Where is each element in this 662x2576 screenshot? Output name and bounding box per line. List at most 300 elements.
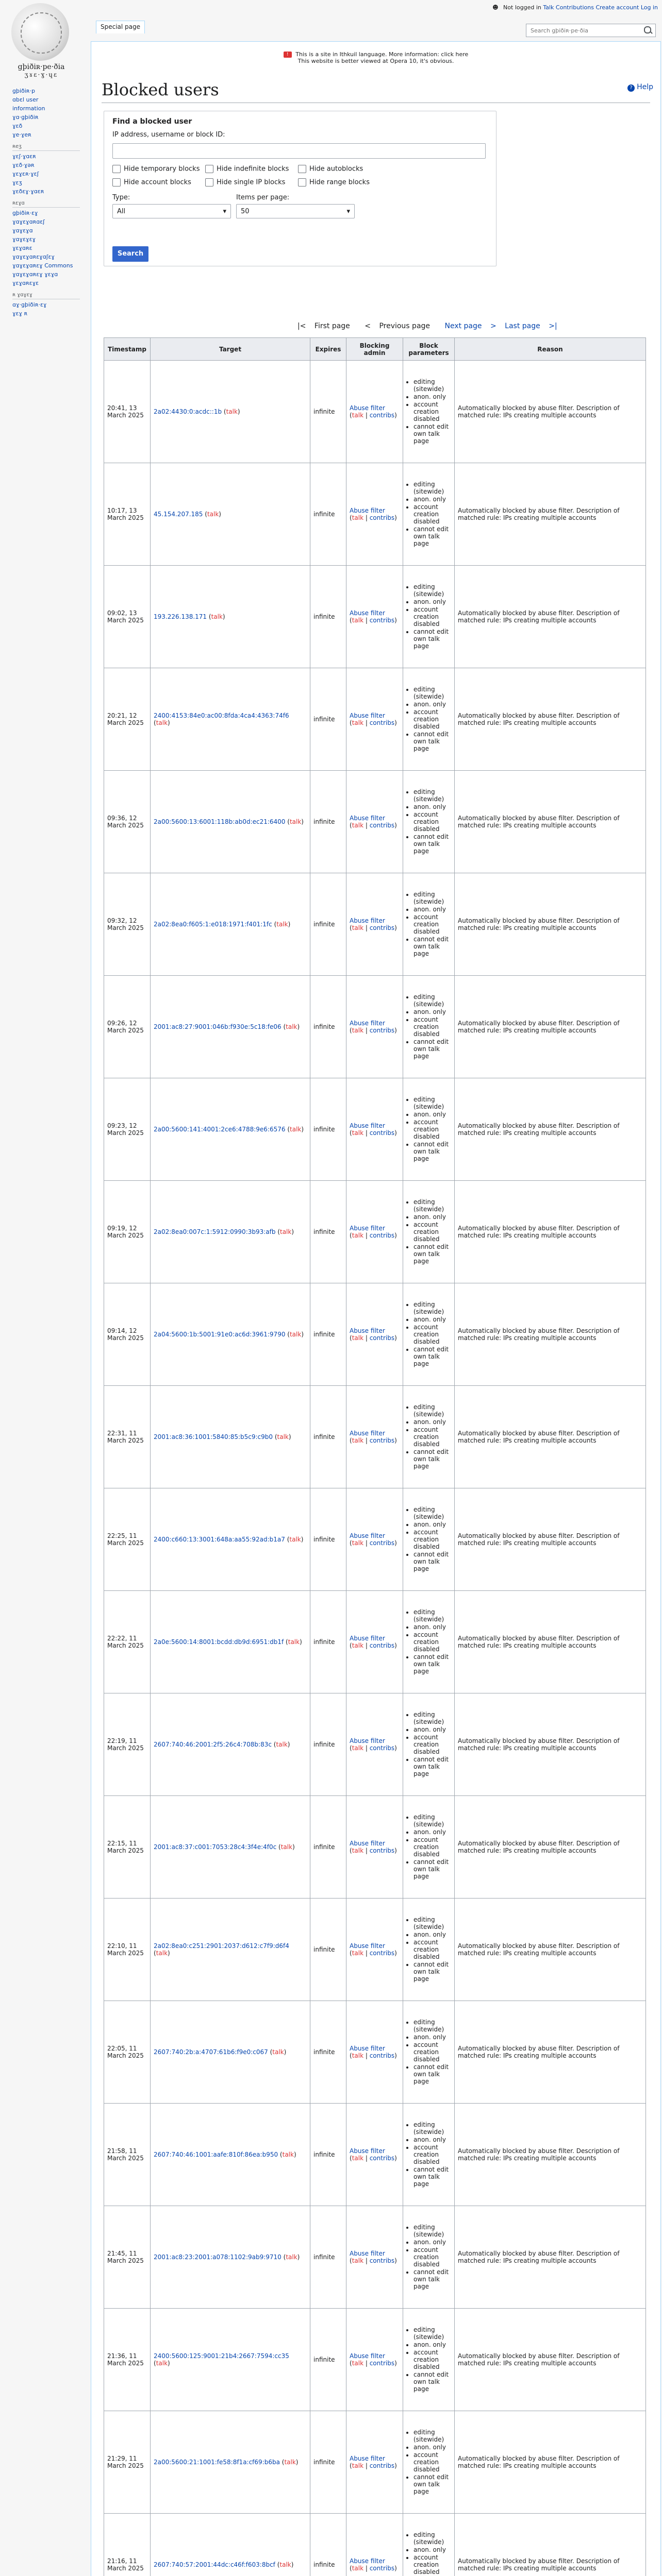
admin-link[interactable]: Abuse filter [350, 1942, 385, 1950]
target-talk-link[interactable]: talk [276, 921, 288, 928]
timestamp: 22:25, 11 March 2025 [107, 1532, 144, 1547]
sidebar-tools-heading: ʀeʒ [12, 144, 80, 151]
expires-cell [310, 1078, 346, 1181]
reason-cell [455, 361, 646, 463]
target-talk-link[interactable]: talk [156, 719, 168, 726]
admin-link[interactable]: Abuse filter [350, 2250, 385, 2257]
params-cell [403, 2206, 455, 2309]
param-item: • editing (sitewide) [413, 1506, 451, 1520]
reason-text: Automatically blocked by abuse filter. Description of matched rule: IPs creating multiple accounts [458, 1737, 620, 1752]
reason-text: Automatically blocked by abuse filter. Description of matched rule: IPs creating multiple accounts [458, 815, 620, 829]
timestamp: 22:10, 11 March 2025 [107, 1942, 144, 1957]
timestamp: 09:02, 13 March 2025 [107, 609, 144, 624]
hide-account-checkbox[interactable] [112, 178, 191, 187]
col-blocking-admin: Blocking admin [346, 338, 403, 361]
params-cell [403, 1899, 455, 2001]
col-target[interactable]: Target [151, 338, 310, 361]
col-timestamp[interactable]: Timestamp [104, 338, 151, 361]
sidebar-navigation [0, 88, 85, 139]
admin-contribs-link[interactable]: contribs [369, 1027, 395, 1034]
col-reason: Reason [455, 338, 646, 361]
expires-value: infinite [313, 1946, 335, 1953]
target-link[interactable]: 2a02:4430:0:acdc::1b [154, 408, 222, 415]
param-item: • cannot edit own talk page [413, 1961, 451, 1982]
reason-text: Automatically blocked by abuse filter. Description of matched rule: IPs creating multiple accounts [458, 2352, 620, 2367]
params-cell [403, 771, 455, 873]
chevron-down-icon: ▾ [223, 208, 226, 215]
param-item: • account creation disabled [413, 1939, 451, 1960]
help-link[interactable] [627, 83, 653, 92]
admin-talk-link[interactable]: talk [352, 719, 364, 726]
notice-flag-icon: ! [284, 52, 292, 58]
admin-contribs-link[interactable]: contribs [369, 1847, 395, 1854]
admin-cell: Abuse filter (talk | contribs) [346, 1899, 403, 2001]
col-expires[interactable]: Expires [310, 338, 346, 361]
sidebar-language-0[interactable]: ɑɣ·gþiðiʀ·ɛɣ [12, 301, 47, 308]
target-link[interactable]: 2607:740:46:1001:aafe:810f:86ea:b950 [154, 2151, 278, 2158]
admin-link[interactable]: Abuse filter [350, 1532, 385, 1539]
sidebar-project-6[interactable]: ɣɑɣɛɣɑʀɛɣ Commons [12, 262, 73, 269]
admin-contribs-link[interactable]: contribs [369, 1539, 395, 1547]
table-row [104, 2001, 646, 2104]
target-talk-link[interactable]: talk [290, 1126, 302, 1133]
admin-contribs-link[interactable]: contribs [369, 1642, 395, 1649]
expires-cell [310, 2309, 346, 2411]
first-page-icon: |< [297, 322, 306, 330]
admin-contribs-link[interactable]: contribs [369, 1129, 395, 1137]
target-link[interactable]: 193.226.138.171 [154, 613, 207, 620]
admin-cell: Abuse filter (talk | contribs) [346, 1181, 403, 1283]
admin-contribs-link[interactable]: contribs [369, 924, 395, 931]
admin-talk-link[interactable]: talk [352, 2155, 364, 2162]
admin-talk-link[interactable]: talk [352, 1232, 364, 1239]
param-item: • account creation disabled [413, 1734, 451, 1755]
checkbox-label: Hide temporary blocks [124, 165, 200, 173]
search-button[interactable]: Search [112, 246, 148, 262]
param-item: • account creation disabled [413, 503, 451, 525]
expires-cell [310, 463, 346, 566]
target-cell: 2001:ac8:27:9001:046b:f930e:5c18:fe06 (talk) [151, 976, 310, 1078]
admin-link[interactable]: Abuse filter [350, 609, 385, 617]
param-item: • anon. only [413, 2033, 451, 2041]
timestamp-cell [104, 1488, 151, 1591]
hide-autoblocks-checkbox[interactable] [298, 165, 363, 173]
param-item: • account creation disabled [413, 708, 451, 730]
param-item: • account creation disabled [413, 913, 451, 935]
site-logo[interactable] [4, 3, 78, 79]
checkbox-box[interactable] [205, 178, 213, 187]
timestamp: 09:26, 12 March 2025 [107, 1020, 144, 1034]
sidebar-language-1[interactable]: ɣɛɣ ʀ [12, 310, 28, 317]
reason-cell [455, 2206, 646, 2309]
target-link[interactable]: 2a00:5600:141:4001:2ce6:4788:9e6:6576 [154, 1126, 286, 1133]
target-talk-link[interactable]: talk [284, 2459, 296, 2466]
admin-link[interactable]: Abuse filter [350, 1635, 385, 1642]
admin-contribs-link[interactable]: contribs [369, 1950, 395, 1957]
sidebar-item-5[interactable]: ɣe·ɣeʀ [12, 131, 31, 138]
table-row [104, 1488, 646, 1591]
admin-contribs-link[interactable]: contribs [369, 822, 395, 829]
param-item: • anon. only [413, 393, 451, 400]
timestamp: 21:36, 11 March 2025 [107, 2352, 144, 2367]
admin-talk-link[interactable]: talk [352, 412, 364, 419]
first-page-label: First page [314, 322, 350, 330]
timestamp: 10:17, 13 March 2025 [107, 507, 144, 521]
admin-contribs-link[interactable]: contribs [369, 514, 395, 521]
admin-contribs-link[interactable]: contribs [369, 2565, 395, 2572]
admin-contribs-link[interactable]: contribs [369, 1437, 395, 1444]
expires-value: infinite [313, 2356, 335, 2363]
sidebar-project-4[interactable]: ɣɛɣɑʀɛ [12, 245, 32, 251]
param-item: • editing (sitewide) [413, 481, 451, 495]
params-cell [403, 2001, 455, 2104]
timestamp-cell [104, 771, 151, 873]
expires-cell [310, 1386, 346, 1488]
target-talk-link[interactable]: talk [289, 1536, 301, 1543]
sidebar-tool-0[interactable]: ɣɛʃ·ɣɑɛʀ [12, 153, 36, 160]
target-link[interactable]: 2607:740:46:2001:2f5:26c4:708b:83c [154, 1741, 272, 1748]
params-cell [403, 2411, 455, 2514]
checkbox-box[interactable] [112, 178, 121, 187]
param-item: • account creation disabled [413, 2246, 451, 2268]
admin-talk-link[interactable]: talk [352, 1027, 364, 1034]
params-cell [403, 1078, 455, 1181]
admin-talk-link[interactable]: talk [352, 1744, 364, 1752]
target-talk-link[interactable]: talk [279, 2561, 291, 2568]
checkbox-box[interactable] [298, 165, 306, 173]
param-item: • account creation disabled [413, 1221, 451, 1243]
target-talk-link[interactable]: talk [272, 2048, 284, 2056]
expires-value: infinite [313, 2561, 335, 2568]
previous-page-label: Previous page [379, 322, 431, 330]
target-link[interactable]: 2a02:8ea0:c251:2901:2037:d612:c7f9:d6f4 [154, 1942, 289, 1950]
admin-link[interactable]: Abuse filter [350, 2147, 385, 2155]
target-talk-link[interactable]: talk [207, 511, 219, 518]
admin-cell: Abuse filter (talk | contribs) [346, 1488, 403, 1591]
table-row [104, 566, 646, 668]
admin-talk-link[interactable]: talk [352, 2052, 364, 2059]
admin-contribs-link[interactable]: contribs [369, 412, 395, 419]
admin-contribs-link[interactable]: contribs [369, 2155, 395, 2162]
timestamp: 09:36, 12 March 2025 [107, 815, 144, 829]
params-cell [403, 976, 455, 1078]
table-row [104, 1591, 646, 1693]
table-row [104, 1181, 646, 1283]
page-title: Blocked users [102, 80, 219, 99]
sidebar-item-4[interactable]: ɣɛð [12, 123, 23, 129]
params-cell [403, 463, 455, 566]
param-item: • cannot edit own talk page [413, 2371, 451, 2393]
admin-link[interactable]: Abuse filter [350, 815, 385, 822]
sidebar-tool-2[interactable]: ɣɛɣɛʀ·ɣɛʃ [12, 171, 39, 177]
param-item: • account creation disabled [413, 1324, 451, 1345]
tab-special-page[interactable]: Special page [96, 21, 145, 33]
target-talk-link[interactable]: talk [282, 2151, 294, 2158]
target-link[interactable]: 2a00:5600:21:1001:fe58:8f1a:cf69:b6ba [154, 2459, 280, 2466]
timestamp-cell [104, 1386, 151, 1488]
target-link[interactable]: 2001:ac8:23:2001:a078:1102:9ab9:9710 [154, 2253, 282, 2261]
target-talk-link[interactable]: talk [156, 1950, 168, 1957]
target-talk-link[interactable]: talk [280, 1843, 293, 1851]
param-item: • editing (sitewide) [413, 378, 451, 393]
reason-cell [455, 1693, 646, 1796]
timestamp: 22:31, 11 March 2025 [107, 1430, 144, 1444]
sidebar-projects [0, 200, 85, 287]
last-page-label: Last page [505, 322, 540, 330]
expires-cell [310, 1283, 346, 1386]
sidebar-project-8[interactable]: ɣɛɣɑʀɛɣɛ [12, 280, 39, 286]
target-link[interactable]: 2001:ac8:37:c001:7053:28c4:3f4e:4f0c [154, 1843, 277, 1851]
admin-talk-link[interactable]: talk [352, 514, 364, 521]
login-link[interactable]: Log in [640, 4, 658, 11]
table-header-row [104, 338, 646, 361]
expires-cell [310, 2514, 346, 2576]
admin-talk-link[interactable]: talk [352, 2565, 364, 2572]
next-page-icon: > [490, 322, 496, 330]
expires-value: infinite [313, 1126, 335, 1133]
admin-link[interactable]: Abuse filter [350, 1840, 385, 1847]
timestamp: 22:19, 11 March 2025 [107, 1737, 144, 1752]
admin-talk-link[interactable]: talk [352, 924, 364, 931]
target-talk-link[interactable]: talk [280, 1228, 292, 1235]
target-talk-link[interactable]: talk [289, 1331, 302, 1338]
sidebar-project-2[interactable]: ɣɑɣɛɣɑ [12, 227, 33, 234]
site-notice-text: This is a site in Ithkuil language. More information: click here [295, 51, 469, 58]
params-cell [403, 361, 455, 463]
limit-select[interactable] [236, 204, 355, 218]
reason-text: Automatically blocked by abuse filter. Description of matched rule: IPs creating multiple accounts [458, 1430, 620, 1444]
admin-talk-link[interactable]: talk [352, 2257, 364, 2264]
form-legend: Find a blocked user [112, 117, 192, 126]
first-page-link[interactable] [297, 322, 356, 330]
admin-contribs-link[interactable]: contribs [369, 1334, 395, 1342]
admin-talk-link[interactable]: talk [352, 2360, 364, 2367]
target-cell: 2a0e:5600:14:8001:bcdd:db9d:6951:db1f (talk) [151, 1591, 310, 1693]
timestamp-cell [104, 976, 151, 1078]
admin-contribs-link[interactable]: contribs [369, 2052, 395, 2059]
admin-contribs-link[interactable]: contribs [369, 2257, 395, 2264]
target-link[interactable]: 45.154.207.185 [154, 511, 203, 518]
admin-contribs-link[interactable]: contribs [369, 617, 395, 624]
admin-talk-link[interactable]: talk [352, 1129, 364, 1137]
checkbox-box[interactable] [205, 165, 213, 173]
params-cell [403, 2309, 455, 2411]
target-link[interactable]: 2607:740:57:2001:44dc:c46f:f603:8bcf [154, 2561, 275, 2568]
type-select[interactable] [112, 204, 231, 218]
reason-cell [455, 1899, 646, 2001]
user-icon: ☻ [492, 4, 499, 11]
sidebar-project-0[interactable]: gþiðiʀ·ɛɣ [12, 210, 38, 216]
target-talk-link[interactable]: talk [226, 408, 238, 415]
create-account-link[interactable]: Create account [595, 4, 639, 11]
params-cell [403, 2514, 455, 2576]
previous-page-link[interactable] [365, 322, 436, 330]
reason-text: Automatically blocked by abuse filter. Description of matched rule: IPs creating multiple accounts [458, 1225, 620, 1239]
admin-link[interactable]: Abuse filter [350, 1225, 385, 1232]
target-cell: 2a00:5600:13:6001:118b:ab0d:ec21:6400 (talk) [151, 771, 310, 873]
checkbox-label: Hide range blocks [309, 178, 370, 187]
param-item: • editing (sitewide) [413, 1096, 451, 1110]
reason-text: Automatically blocked by abuse filter. Description of matched rule: IPs creating multiple accounts [458, 507, 620, 521]
sidebar-item-2[interactable]: information [12, 105, 45, 112]
target-talk-link[interactable]: talk [286, 1023, 297, 1030]
table-row [104, 2514, 646, 2576]
admin-talk-link[interactable]: talk [352, 2462, 364, 2469]
target-cell: 2400:c660:13:3001:648a:aa55:92ad:b1a7 (talk) [151, 1488, 310, 1591]
expires-cell [310, 1693, 346, 1796]
reason-text: Automatically blocked by abuse filter. Description of matched rule: IPs creating multiple accounts [458, 2147, 620, 2162]
admin-cell: Abuse filter (talk | contribs) [346, 1078, 403, 1181]
reason-text: Automatically blocked by abuse filter. Description of matched rule: IPs creating multiple accounts [458, 609, 620, 624]
admin-talk-link[interactable]: talk [352, 1642, 364, 1649]
admin-cell: Abuse filter (talk | contribs) [346, 566, 403, 668]
admin-link[interactable]: Abuse filter [350, 2045, 385, 2052]
param-item: • account creation disabled [413, 1529, 451, 1550]
hide-range-checkbox[interactable] [298, 178, 370, 187]
admin-cell: Abuse filter (talk | contribs) [346, 463, 403, 566]
sidebar [0, 88, 85, 323]
sidebar-project-5[interactable]: ɣɑɣɛɣɑʀɛɣɑʃɛɣ [12, 253, 55, 260]
admin-talk-link[interactable]: talk [352, 1334, 364, 1342]
admin-contribs-link[interactable]: contribs [369, 2360, 395, 2367]
admin-link[interactable]: Abuse filter [350, 2352, 385, 2360]
target-link[interactable]: 2a00:5600:13:6001:118b:ab0d:ec21:6400 [154, 818, 286, 825]
reason-cell [455, 2309, 646, 2411]
admin-contribs-link[interactable]: contribs [369, 1744, 395, 1752]
expires-value: infinite [313, 921, 335, 928]
admin-link[interactable]: Abuse filter [350, 1327, 385, 1334]
target-link[interactable]: 2a0e:5600:14:8001:bcdd:db9d:6951:db1f [154, 1638, 284, 1646]
search-input[interactable] [529, 24, 640, 37]
target-label: IP address, username or block ID: [112, 131, 225, 139]
next-page-label: Next page [444, 322, 482, 330]
target-talk-link[interactable]: talk [276, 1741, 288, 1748]
hide-single-ip-checkbox[interactable] [205, 178, 285, 187]
admin-contribs-link[interactable]: contribs [369, 2462, 395, 2469]
target-talk-link[interactable]: talk [286, 2253, 297, 2261]
admin-link[interactable]: Abuse filter [350, 1737, 385, 1744]
param-item: • anon. only [413, 1931, 451, 1938]
timestamp: 20:41, 13 March 2025 [107, 404, 144, 419]
admin-talk-link[interactable]: talk [352, 1950, 364, 1957]
target-link[interactable]: 2607:740:2b:a:4707:61b6:f9e0:c067 [154, 2048, 268, 2056]
param-item: • anon. only [413, 2444, 451, 2451]
admin-talk-link[interactable]: talk [352, 1847, 364, 1854]
target-talk-link[interactable]: talk [156, 2360, 168, 2367]
search-icon[interactable] [644, 26, 651, 33]
reason-cell [455, 1078, 646, 1181]
checkbox-box[interactable] [112, 165, 121, 173]
admin-link[interactable]: Abuse filter [350, 2455, 385, 2462]
expires-value: infinite [313, 1536, 335, 1543]
hide-indefinite-checkbox[interactable] [205, 165, 289, 173]
sidebar-item-0[interactable]: gþiðiʀ·p [12, 88, 35, 94]
expires-cell [310, 1796, 346, 1899]
type-select-value: All [117, 208, 126, 215]
timestamp-cell [104, 1283, 151, 1386]
contributions-link[interactable]: Contributions [555, 4, 594, 11]
target-link[interactable]: 2400:5600:125:9001:21b4:2667:7594:cc35 [154, 2352, 289, 2360]
param-item: • account creation disabled [413, 2349, 451, 2370]
admin-contribs-link[interactable]: contribs [369, 1232, 395, 1239]
next-page-link[interactable] [444, 322, 502, 330]
table-row [104, 1283, 646, 1386]
admin-link[interactable]: Abuse filter [350, 1020, 385, 1027]
param-item: • anon. only [413, 1418, 451, 1426]
admin-cell: Abuse filter (talk | contribs) [346, 1386, 403, 1488]
param-item: • cannot edit own talk page [413, 2166, 451, 2188]
target-link[interactable]: 2a02:8ea0:f605:1:e018:1971:f401:1fc [154, 921, 272, 928]
reason-text: Automatically blocked by abuse filter. Description of matched rule: IPs creating multiple accounts [458, 1532, 620, 1547]
reason-text: Automatically blocked by abuse filter. Description of matched rule: IPs creating multiple accounts [458, 1122, 620, 1137]
target-cell: 2a02:8ea0:c251:2901:2037:d612:c7f9:d6f4 (talk) [151, 1899, 310, 2001]
admin-link[interactable]: Abuse filter [350, 917, 385, 924]
admin-link[interactable]: Abuse filter [350, 404, 385, 412]
admin-link[interactable]: Abuse filter [350, 1430, 385, 1437]
last-page-link[interactable] [505, 322, 563, 330]
admin-talk-link[interactable]: talk [352, 822, 364, 829]
admin-link[interactable]: Abuse filter [350, 712, 385, 719]
timestamp-cell [104, 1591, 151, 1693]
target-link[interactable]: 2001:ac8:36:1001:5840:85:b5c9:c9b0 [154, 1433, 273, 1440]
target-link[interactable]: 2400:4153:84e0:ac00:8fda:4ca4:4363:74f6 [154, 712, 289, 719]
reason-text: Automatically blocked by abuse filter. Description of matched rule: IPs creating multiple accounts [458, 1020, 620, 1034]
admin-contribs-link[interactable]: contribs [369, 719, 395, 726]
target-link[interactable]: 2001:ac8:27:9001:046b:f930e:5c18:fe06 [154, 1023, 282, 1030]
param-item: • editing (sitewide) [413, 2531, 451, 2546]
sidebar-project-7[interactable]: ɣɑɣɛɣɑʀɛɣ ɣɛɣɑ [12, 271, 58, 278]
expires-value: infinite [313, 1638, 335, 1646]
talk-link[interactable]: Talk [543, 4, 554, 11]
target-link[interactable]: 2a02:8ea0:007c:1:5912:0990:3b93:afb [154, 1228, 276, 1235]
param-item: • anon. only [413, 906, 451, 913]
admin-talk-link[interactable]: talk [352, 617, 364, 624]
admin-talk-link[interactable]: talk [352, 1539, 364, 1547]
sidebar-item-1[interactable]: ɑbɛl user [12, 96, 39, 103]
sidebar-project-3[interactable]: ɣɑɣɛɣɛɣ [12, 236, 36, 243]
target-talk-link[interactable]: talk [277, 1433, 289, 1440]
param-item: • account creation disabled [413, 606, 451, 628]
last-page-icon: >| [549, 322, 557, 330]
target-talk-link[interactable]: talk [211, 613, 223, 620]
hide-temporary-checkbox[interactable] [112, 165, 200, 173]
checkbox-box[interactable] [298, 178, 306, 187]
target-link[interactable]: 2400:c660:13:3001:648a:aa55:92ad:b1a7 [154, 1536, 285, 1543]
sidebar-item-3[interactable]: ɣɑ·gþiðiʀ [12, 114, 39, 121]
sidebar-tool-1[interactable]: ɣɛð·ɣəʀ [12, 162, 35, 168]
timestamp-cell [104, 463, 151, 566]
target-talk-link[interactable]: talk [289, 818, 302, 825]
sidebar-tool-3[interactable]: ɣɛʒ [12, 179, 22, 186]
reason-text: Automatically blocked by abuse filter. Description of matched rule: IPs creating multiple accounts [458, 917, 620, 931]
expires-cell [310, 1181, 346, 1283]
sidebar-project-1[interactable]: ɣɑɣɛɣɑʀɑɛʃ [12, 218, 45, 225]
table-row [104, 1796, 646, 1899]
expires-cell [310, 668, 346, 771]
target-talk-link[interactable]: talk [288, 1638, 300, 1646]
sidebar-tool-4[interactable]: ɣɛðɛɣ·ɣɑɛʀ [12, 188, 44, 195]
target-input[interactable] [112, 143, 486, 159]
param-item: • cannot edit own talk page [413, 2063, 451, 2085]
timestamp: 09:32, 12 March 2025 [107, 917, 144, 931]
admin-cell: Abuse filter (talk | contribs) [346, 873, 403, 976]
admin-link[interactable]: Abuse filter [350, 507, 385, 514]
target-link[interactable]: 2a04:5600:1b:5001:91e0:ac6d:3961:9790 [154, 1331, 286, 1338]
timestamp: 09:19, 12 March 2025 [107, 1225, 144, 1239]
admin-talk-link[interactable]: talk [352, 1437, 364, 1444]
admin-link[interactable]: Abuse filter [350, 1122, 385, 1129]
admin-link[interactable]: Abuse filter [350, 2557, 385, 2565]
